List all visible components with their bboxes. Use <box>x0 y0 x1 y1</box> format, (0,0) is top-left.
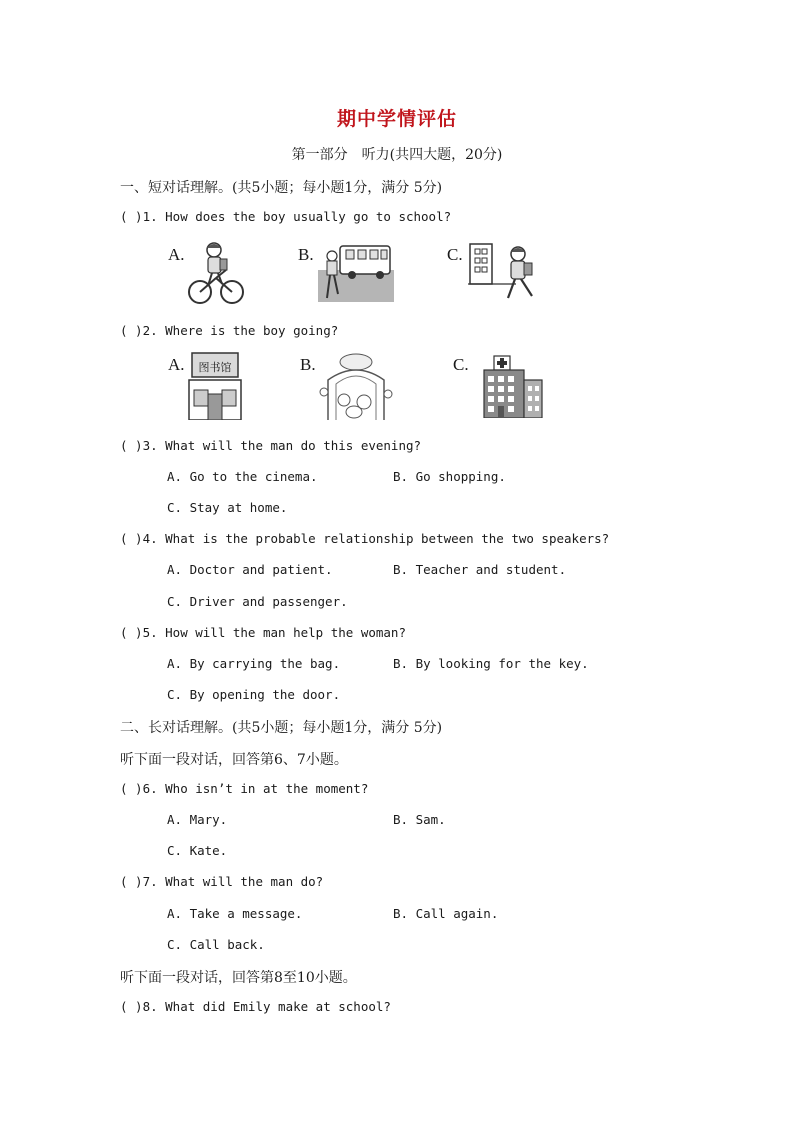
q1-label-c: C. <box>447 245 463 264</box>
instruction-q8-10: 听下面一段对话，回答第8至10小题。 <box>120 970 357 986</box>
q2-label-a: A. <box>168 355 185 374</box>
question-8: ( )8. What did Emily make at school? <box>120 999 391 1014</box>
question-5: ( )5. How will the man help the woman? <box>120 625 406 640</box>
question-2: ( )2. Where is the boy going? <box>120 323 339 338</box>
section2-heading: 二、长对话理解。(共5小题；每小题1分，满分 5分) <box>120 720 443 736</box>
question-1: ( )1. How does the boy usually go to school? <box>120 209 452 224</box>
section1-heading: 一、短对话理解。(共5小题；每小题1分，满分 5分) <box>120 180 443 196</box>
question-7: ( )7. What will the man do? <box>120 874 324 889</box>
q1-label-b: B. <box>298 245 314 264</box>
library-image[interactable] <box>186 352 244 420</box>
library-sign-text: 图书馆 <box>198 361 232 374</box>
q1-label-a: A. <box>168 245 185 264</box>
zoo-image[interactable] <box>318 352 394 422</box>
q4-option-c[interactable]: C. Driver and passenger. <box>167 594 348 609</box>
q4-option-b[interactable]: B. Teacher and student. <box>393 562 567 577</box>
q5-option-b[interactable]: B. By looking for the key. <box>393 656 589 671</box>
q2-label-c: C. <box>453 355 469 374</box>
q5-option-c[interactable]: C. By opening the door. <box>167 687 341 702</box>
question-4: ( )4. What is the probable relationship between the two speakers? <box>120 531 610 546</box>
q3-option-c[interactable]: C. Stay at home. <box>167 500 288 515</box>
q6-option-c[interactable]: C. Kate. <box>167 843 228 858</box>
q4-option-a[interactable]: A. Doctor and patient. <box>167 562 333 577</box>
q6-option-b[interactable]: B. Sam. <box>393 812 446 827</box>
q5-option-a[interactable]: A. By carrying the bag. <box>167 656 341 671</box>
q3-option-b[interactable]: B. Go shopping. <box>393 469 506 484</box>
question-3: ( )3. What will the man do this evening? <box>120 438 422 453</box>
question-6: ( )6. Who isn’t in at the moment? <box>120 781 369 796</box>
q7-option-c[interactable]: C. Call back. <box>167 937 265 952</box>
q7-option-b[interactable]: B. Call again. <box>393 906 499 921</box>
hospital-image[interactable] <box>480 354 544 418</box>
q2-label-b: B. <box>300 355 316 374</box>
q6-option-a[interactable]: A. Mary. <box>167 812 228 827</box>
instruction-q6-7: 听下面一段对话，回答第6、7小题。 <box>120 752 348 768</box>
page-title: 期中学情评估 <box>336 108 457 130</box>
q7-option-a[interactable]: A. Take a message. <box>167 906 303 921</box>
boy-boarding-bus-image[interactable] <box>318 240 394 302</box>
boy-walking-to-building-image[interactable] <box>468 242 544 302</box>
boy-riding-bike-image[interactable] <box>186 240 246 306</box>
q3-option-a[interactable]: A. Go to the cinema. <box>167 469 318 484</box>
part-subtitle: 第一部分 听力(共四大题，20分) <box>291 147 503 163</box>
